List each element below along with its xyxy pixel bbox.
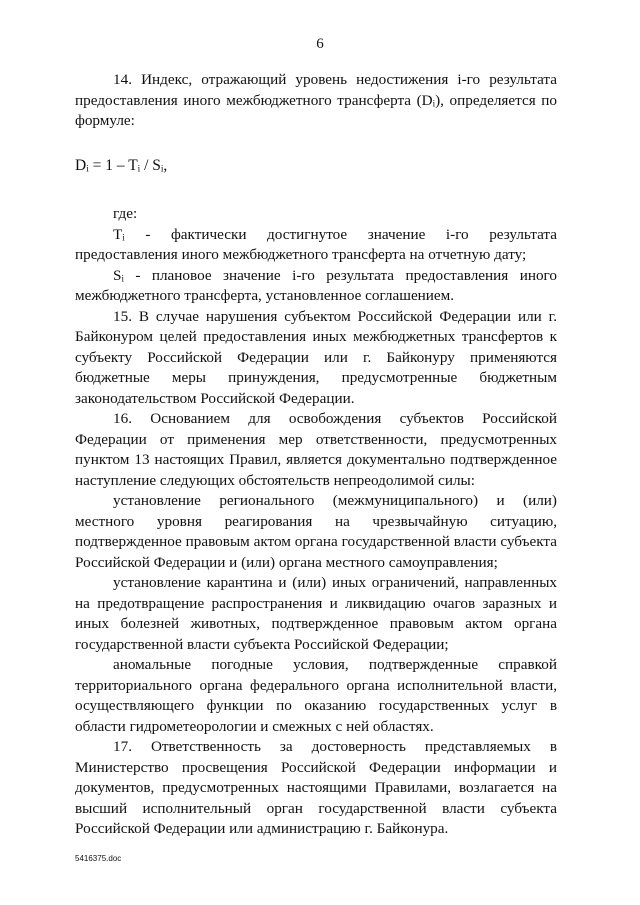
where-label: где: — [113, 205, 138, 222]
paragraph-16-item-1: установление регионального (межмуниципального) и (или) местного уровня реагирования на чрезвычайную ситуацию, подтвержденное правовым актом органа государственной власти субъекта Российской Федерации и (или) органа местного самоуправления; — [75, 492, 557, 571]
formula: Dᵢ = 1 – Tᵢ / Sᵢ, — [75, 156, 168, 174]
paragraph-15: 15. В случае нарушения субъектом Российской Федерации или г. Байконуром целей предоставления иных межбюджетных трансфертов к субъекту Российской Федерации или г. Байконуру применяются бюджетные меры принуждения, предусмотренные бюджетным законодательством Российской Федерации. — [75, 307, 557, 407]
paragraph-17: 17. Ответственность за достоверность представляемых в Министерство просвещения Российской Федерации информации и документов, предусмотренных настоящими Правилами, возлагается на высший исполнительный орган государственной власти субъекта Российской Федерации или администрацию г. Байконура. — [75, 738, 557, 837]
paragraph-16-item-2: установление карантина и (или) иных ограничений, направленных на предотвращение распространения и ликвидацию очагов заразных и иных болезней животных, подтвержденное правовым актом органа государственной власти субъекта Российской Федерации; — [75, 574, 557, 653]
paragraph-16-item-3: аномальные погодные условия, подтвержденные справкой территориального органа федерального органа исполнительной власти, осуществляющего функции по оказанию государственных услуг в области гидрометеорологии и смежных с ней областях. — [75, 656, 557, 735]
paragraph-14: 14. Индекс, отражающий уровень недостижения i-го результата предоставления иного межбюджетного трансферта (Dᵢ), определяется по формуле: — [75, 71, 557, 129]
definition-t: Tᵢ - фактически достигнутое значение i-го результата предоставления иного межбюджетного трансферта на отчетную дату; — [75, 225, 557, 263]
definition-s: Sᵢ - плановое значение i-го результата предоставления иного межбюджетного трансферта, установленное соглашением. — [75, 266, 557, 304]
document-body — [75, 70, 557, 840]
footer-document-code: 5416375.doc — [75, 854, 122, 863]
paragraph-16: 16. Основанием для освобождения субъектов Российской Федерации от применения мер ответственности, предусмотренных пунктом 13 настоящих Правил, является документально подтвержденное наступление следующих обстоятельств непреодолимой силы: — [75, 410, 557, 489]
page-number: 6 — [316, 36, 324, 52]
